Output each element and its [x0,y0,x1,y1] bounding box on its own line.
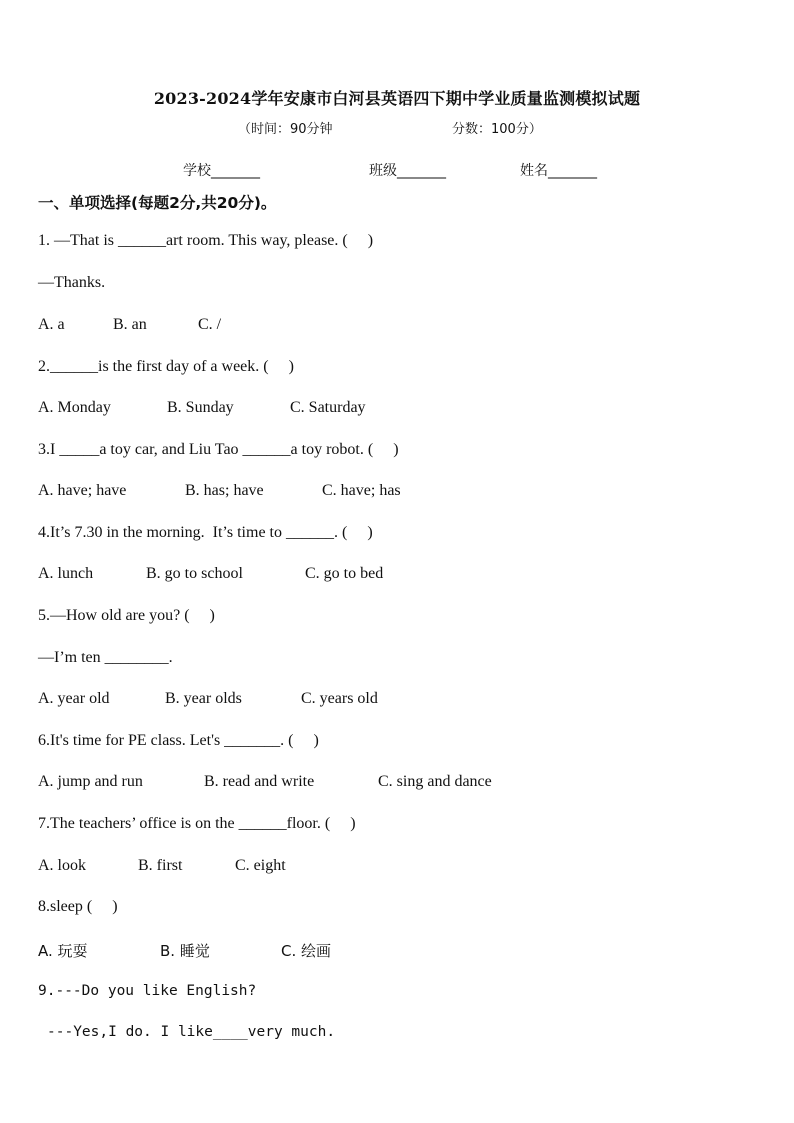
question-1-option-b: B. an [113,316,147,333]
question-9-reply: ---Yes,I do. I like____very much. [47,1024,336,1040]
question-7-option-c: C. eight [235,857,286,874]
section-heading: 一、单项选择(每题2分,共20分)。 [38,194,277,212]
question-4-option-a: A. lunch [38,565,94,582]
question-9-stem: 9.---Do you like English? [38,983,257,999]
question-5-stem: 5.—How old are you? ( ) [38,607,215,624]
question-5-option-a: A. year old [38,690,110,707]
question-8-option-c: C. 绘画 [281,942,332,960]
question-5-reply: —I’m ten ________. [38,649,173,666]
question-3-option-c: C. have; has [322,482,401,499]
question-2-option-b: B. Sunday [167,399,234,416]
question-1-reply: —Thanks. [38,274,106,291]
question-2-option-a: A. Monday [38,399,111,416]
question-2-option-c: C. Saturday [290,399,366,416]
class-field: 班级_______ [369,163,446,179]
question-5-option-c: C. years old [301,690,378,707]
question-8-stem: 8.sleep ( ) [38,898,118,915]
exam-time: （时间：90分钟 [238,122,333,137]
question-6-option-b: B. read and write [204,773,315,790]
question-3-stem: 3.I _____a toy car, and Liu Tao ______a toy robot. ( ) [38,441,399,458]
exam-score: 分数：100分） [452,122,542,137]
question-6-option-c: C. sing and dance [378,773,492,790]
question-3-option-a: A. have; have [38,482,127,499]
question-1-stem: 1. —That is ______art room. This way, please. ( ) [38,232,374,249]
question-8-option-a: A. 玩耍 [38,942,88,960]
question-2-stem: 2.______is the first day of a week. ( ) [38,358,294,375]
question-7-option-a: A. look [38,857,86,874]
question-6-option-a: A. jump and run [38,773,143,790]
question-7-stem: 7.The teachers’ office is on the ______floor. ( ) [38,815,356,832]
question-1-option-a: A. a [38,316,65,333]
question-6-stem: 6.It's time for PE class. Let's _______. ( ) [38,732,319,749]
question-4-option-b: B. go to school [146,565,243,582]
exam-title: 2023-2024学年安康市白河县英语四下期中学业质量监测模拟试题 [153,89,641,108]
name-field: 姓名_______ [520,163,597,179]
school-field: 学校_______ [183,163,260,179]
question-1-option-c: C. / [198,316,222,333]
question-4-stem: 4.It’s 7.30 in the morning. It’s time to ______. ( ) [38,524,373,541]
question-5-option-b: B. year olds [165,690,242,707]
question-8-option-b: B. 睡觉 [160,942,210,960]
question-4-option-c: C. go to bed [305,565,384,582]
question-7-option-b: B. first [138,857,183,874]
question-3-option-b: B. has; have [185,482,264,499]
